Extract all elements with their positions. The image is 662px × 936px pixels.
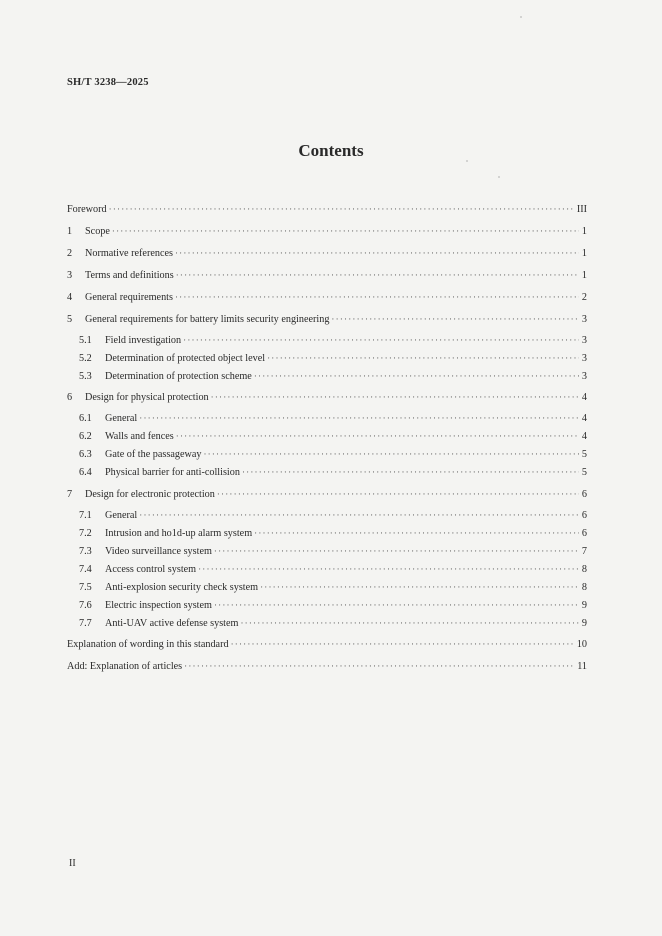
toc-entry[interactable]	[67, 312, 587, 326]
toc-entry[interactable]	[67, 246, 587, 260]
toc-entry-page: 9	[581, 618, 587, 629]
toc-entry[interactable]	[67, 659, 587, 673]
toc-entry-page: 9	[581, 600, 587, 611]
toc-entry-label: Access control system	[105, 564, 197, 575]
dot-leader	[231, 638, 575, 651]
dot-leader	[203, 448, 579, 461]
toc-entry-label: Electric inspection system	[105, 600, 212, 611]
toc-entry[interactable]	[67, 562, 587, 576]
toc-entry[interactable]	[67, 429, 587, 443]
dot-leader	[211, 391, 579, 404]
toc-entry[interactable]	[67, 268, 587, 282]
toc-entry-number: 6.3	[79, 449, 92, 460]
toc-entry-page: 7	[581, 546, 587, 557]
toc-entry-number: 7	[67, 489, 73, 500]
toc-entry[interactable]	[67, 202, 587, 216]
toc-entry-number: 7.3	[79, 546, 92, 557]
dot-leader	[139, 509, 579, 522]
toc-entry[interactable]	[67, 598, 587, 612]
toc-entry[interactable]	[67, 447, 587, 461]
toc-entry[interactable]	[67, 526, 587, 540]
toc-entry-number: 5.2	[79, 353, 92, 364]
toc-entry[interactable]	[67, 411, 587, 425]
toc-entry-label: Physical barrier for anti-collision	[105, 467, 240, 478]
page-title: Contents	[298, 141, 364, 160]
toc-entry[interactable]	[67, 544, 587, 558]
paper-speck	[498, 176, 500, 178]
toc-entry-label: Explanation of wording in this standard	[67, 639, 229, 650]
toc-entry-page: 1	[581, 226, 587, 237]
toc-entry-page: 8	[581, 564, 587, 575]
toc-entry-number: 7.6	[79, 600, 92, 611]
toc-entry-label: Video surveillance system	[105, 546, 212, 557]
toc-entry-label: General requirements for battery limits security engineering	[85, 314, 330, 325]
toc-entry-page: 6	[581, 528, 587, 539]
toc-entry-label: Determination of protection scheme	[105, 371, 252, 382]
toc-entry-number: 1	[67, 226, 73, 237]
toc-entry[interactable]	[67, 369, 587, 383]
toc-entry[interactable]	[67, 580, 587, 594]
dot-leader	[254, 527, 579, 540]
toc-entry-page: 8	[581, 582, 587, 593]
toc-entry-label: Scope	[85, 226, 110, 237]
dot-leader	[254, 370, 579, 383]
toc-entry-number: 7.7	[79, 618, 92, 629]
toc-entry-number: 6.1	[79, 413, 92, 424]
toc-entry-label: General requirements	[85, 292, 173, 303]
dot-leader	[175, 247, 579, 260]
toc-entry-label: Foreword	[67, 204, 107, 215]
toc-entry-page: 3	[581, 335, 587, 346]
dot-leader	[267, 352, 579, 365]
toc-entry-number: 5.1	[79, 335, 92, 346]
toc-entry[interactable]	[67, 290, 587, 304]
toc-entry-label: Gate of the passageway	[105, 449, 202, 460]
toc-entry-label: General	[105, 510, 138, 521]
toc-entry-page: 5	[581, 467, 587, 478]
dot-leader	[183, 334, 579, 347]
toc-entry[interactable]	[67, 224, 587, 238]
toc-entry[interactable]	[67, 333, 587, 347]
document-code: SH/T 3238—2025	[67, 77, 149, 88]
dot-leader	[139, 412, 579, 425]
toc-entry-label: Add: Explanation of articles	[67, 661, 183, 672]
paper-speck	[520, 16, 522, 18]
toc-entry-page: 6	[581, 489, 587, 500]
toc-entry-page: 4	[581, 413, 587, 424]
toc-entry-number: 7.5	[79, 582, 92, 593]
toc-entry[interactable]	[67, 465, 587, 479]
toc-entry-number: 6.2	[79, 431, 92, 442]
dot-leader	[112, 225, 579, 238]
dot-leader	[331, 313, 579, 326]
toc-entry-page: 3	[581, 314, 587, 325]
toc-entry-label: Field investigation	[105, 335, 182, 346]
toc-entry-page: III	[576, 204, 587, 215]
toc-entry-label: Walls and fences	[105, 431, 174, 442]
dot-leader	[242, 466, 579, 479]
toc-entry[interactable]	[67, 390, 587, 404]
toc-entry-number: 7.4	[79, 564, 92, 575]
toc-entry-page: 1	[581, 270, 587, 281]
toc-entry-label: Terms and definitions	[85, 270, 174, 281]
toc-entry-label: Anti-explosion security check system	[105, 582, 259, 593]
toc-entry-number: 3	[67, 270, 73, 281]
toc-entry-page: 11	[577, 661, 587, 672]
paper-speck	[466, 160, 468, 162]
toc-entry[interactable]	[67, 508, 587, 522]
toc-entry-number: 6.4	[79, 467, 92, 478]
dot-leader	[214, 545, 579, 558]
toc-entry[interactable]	[67, 351, 587, 365]
toc-entry-page: 5	[581, 449, 587, 460]
dot-leader	[198, 563, 579, 576]
toc-entry[interactable]	[67, 637, 587, 651]
dot-leader	[214, 599, 579, 612]
dot-leader	[184, 660, 575, 673]
dot-leader	[109, 203, 575, 216]
toc-entry-page: 1	[581, 248, 587, 259]
toc-entry-label: Intrusion and ho1d-up alarm system	[105, 528, 253, 539]
toc-entry[interactable]	[67, 616, 587, 630]
dot-leader	[240, 617, 579, 630]
toc-entry-page: 3	[581, 353, 587, 364]
toc-entry-number: 5	[67, 314, 73, 325]
toc-entry-page: 4	[581, 431, 587, 442]
dot-leader	[176, 430, 579, 443]
toc-entry-number: 4	[67, 292, 73, 303]
toc-entry-label: Design for electronic protection	[85, 489, 215, 500]
toc-entry[interactable]	[67, 487, 587, 501]
toc-entry-number: 5.3	[79, 371, 92, 382]
page-number: II	[69, 858, 76, 869]
toc-entry-number: 7.2	[79, 528, 92, 539]
toc-entry-number: 7.1	[79, 510, 92, 521]
toc-entry-label: General	[105, 413, 138, 424]
toc-entry-page: 6	[581, 510, 587, 521]
dot-leader	[260, 581, 579, 594]
toc-entry-number: 6	[67, 392, 73, 403]
dot-leader	[175, 291, 579, 304]
toc-entry-label: Anti-UAV active defense system	[105, 618, 239, 629]
dot-leader	[176, 269, 579, 282]
toc-entry-label: Design for physical protection	[85, 392, 209, 403]
toc-entry-page: 10	[576, 639, 587, 650]
toc-entry-page: 2	[581, 292, 587, 303]
toc-entry-label: Determination of protected object level	[105, 353, 266, 364]
toc-entry-page: 4	[581, 392, 587, 403]
toc-entry-number: 2	[67, 248, 73, 259]
toc-entry-label: Normative references	[85, 248, 173, 259]
toc-entry-page: 3	[581, 371, 587, 382]
dot-leader	[217, 488, 579, 501]
